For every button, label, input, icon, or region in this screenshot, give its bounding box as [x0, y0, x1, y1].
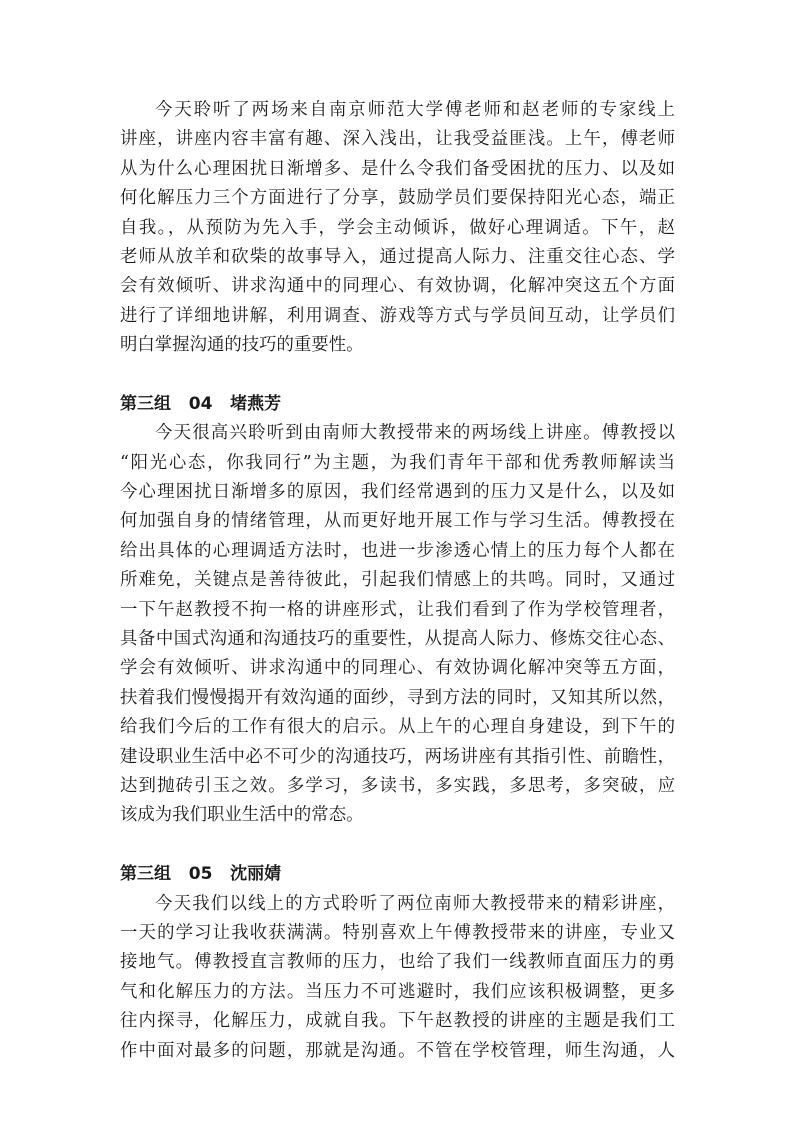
text-line: 给我们今后的工作有很大的启示。从上午的心理自身建设，到下午的	[120, 717, 675, 738]
text-line: 学会有效倾听、讲求沟通中的同理心、有效协调化解冲突等五方面，	[120, 658, 675, 679]
text-line: 建设职业生活中必不可少的沟通技巧，两场讲座有其指引性、前瞻性，	[120, 746, 675, 767]
text-line: 给出具体的心理调适方法时，也进一步渗透心情上的压力每个人都在	[120, 540, 675, 561]
text-line: 老师从放羊和砍柴的故事导入，通过提高人际力、注重交往心态、学	[120, 246, 675, 267]
document-body	[120, 96, 675, 1066]
paragraph-spacer	[120, 361, 675, 390]
paragraph-intro	[120, 96, 675, 361]
text-line: 会有效倾听、讲求沟通中的同理心、有效协调，化解冲突这五个方面	[120, 276, 675, 297]
text-line: 从为什么心理困扰日渐增多、是什么令我们备受困扰的压力、以及如	[120, 158, 675, 179]
text-line: 今天聆听了两场来自南京师范大学傅老师和赵老师的专家线上	[155, 100, 675, 120]
text-line: “阳光心态，你我同行”为主题，为我们青年干部和优秀教师解读当	[120, 452, 675, 473]
section-heading: 第三组 04 堵燕芳	[120, 393, 282, 414]
text-line: 该成为我们职业生活中的常态。	[120, 805, 364, 826]
text-line: 讲座，讲座内容丰富有趣、深入浅出，让我受益匪浅。上午，傅老师	[120, 129, 675, 150]
text-line: 进行了详细地讲解，利用调查、游戏等方式与学员间互动，让学员们	[120, 305, 675, 326]
text-line: 所难免，关键点是善待彼此，引起我们情感上的共鸣。同时，又通过	[120, 570, 675, 591]
text-line: 明白掌握沟通的技巧的重要性。	[120, 335, 364, 356]
text-line: 接地气。傅教授直言教师的压力，也给了我们一线教师直面压力的勇	[120, 952, 675, 973]
text-line: 今心理困扰日渐增多的原因，我们经常遇到的压力又是什么，以及如	[120, 482, 675, 503]
text-line: 一天的学习让我收获满满。特别喜欢上午傅教授带来的讲座，专业又	[120, 922, 675, 943]
text-line: 今天很高兴聆听到由南师大教授带来的两场线上讲座。傅教授以	[155, 423, 675, 444]
paragraph-spacer	[120, 831, 675, 860]
text-line: 扶着我们慢慢揭开有效沟通的面纱，寻到方法的同时，又知其所以然，	[120, 687, 675, 708]
text-line: 作中面对最多的问题，那就是沟通。不管在学校管理，师生沟通，人	[120, 1040, 675, 1061]
section-du-yanfang	[120, 390, 675, 831]
text-line: 往内探寻，化解压力，成就自我。下午赵教授的讲座的主题是我们工	[120, 1011, 675, 1032]
text-line: 今天我们以线上的方式聆听了两位南师大教授带来的精彩讲座，	[155, 893, 675, 914]
text-line: 自我。，从预防为先入手，学会主动倾诉，做好心理调适。下午，赵	[120, 217, 675, 238]
section-shen-lijing	[120, 860, 675, 1066]
text-line: 一下午赵教授不拘一格的讲座形式，让我们看到了作为学校管理者，	[120, 599, 675, 620]
text-line: 达到抛砖引玉之效。多学习，多读书，多实践，多思考，多突破，应	[120, 775, 675, 796]
text-line: 气和化解压力的方法。当压力不可逃避时，我们应该积极调整，更多	[120, 981, 675, 1002]
text-line: 何化解压力三个方面进行了分享，鼓励学员们要保持阳光心态，端正	[120, 188, 675, 209]
text-line: 具备中国式沟通和沟通技巧的重要性，从提高人际力、修炼交往心态、	[120, 629, 675, 650]
text-line: 何加强自身的情绪管理，从而更好地开展工作与学习生活。傅教授在	[120, 511, 675, 532]
section-heading: 第三组 05 沈丽婧	[120, 864, 282, 885]
